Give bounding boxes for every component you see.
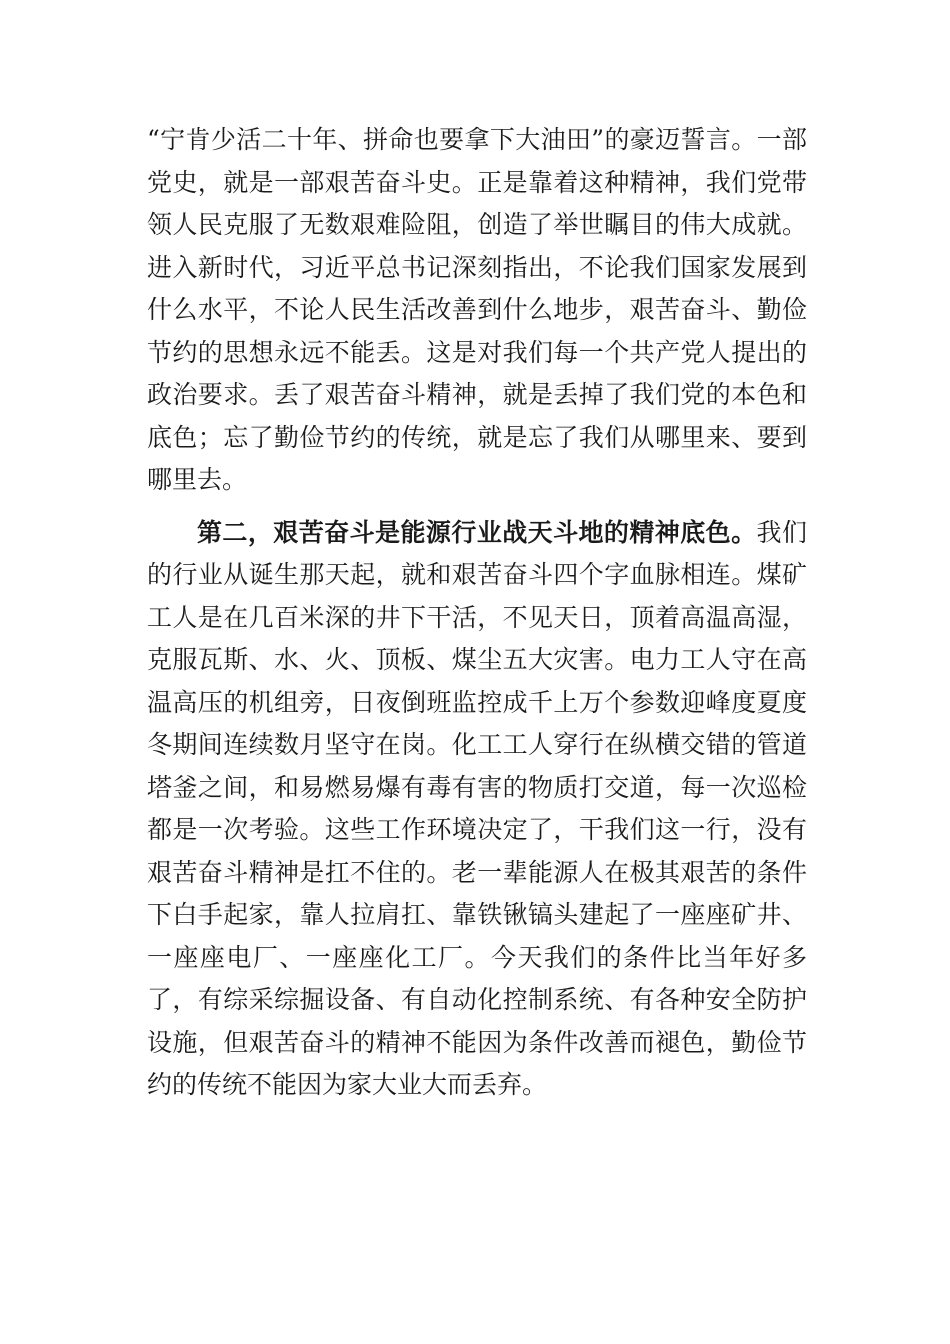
- paragraph-2: [147, 512, 807, 1107]
- paragraph-2-heading: 第二，艰苦奋斗是能源行业战天斗地的精神底色。: [197, 517, 757, 547]
- paragraph-2-body: 我们的行业从诞生那天起，就和艰苦奋斗四个字血脉相连。煤矿工人是在几百米深的井下干活，不见天日，顶着高温高湿，克服瓦斯、水、火、顶板、煤尘五大灾害。电力工人守在高温高压的机组旁，日夜倒班监控成千上万个参数迎峰度夏度冬期间连续数月坚守在岗。化工工人穿行在纵横交错的管道塔釜之间，和易燃易爆有毒有害的物质打交道，每一次巡检都是一次考验。这些工作环境决定了，干我们这一行，没有艰苦奋斗精神是扛不住的。老一辈能源人在极其艰苦的条件下白手起家，靠人拉肩扛、靠铁锹镐头建起了一座座矿井、一座座电厂、一座座化工厂。今天我们的条件比当年好多了，有综采综掘设备、有自动化控制系统、有各种安全防护设施，但艰苦奋斗的精神不能因为条件改善而褪色，勤俭节约的传统不能因为家大业大而丢弃。: [147, 517, 807, 1099]
- document-page: [147, 119, 807, 1107]
- paragraph-1: “宁肯少活二十年、拼命也要拿下大油田”的豪迈誓言。一部党史，就是一部艰苦奋斗史。正是靠着这种精神，我们党带领人民克服了无数艰难险阻，创造了举世瞩目的伟大成就。进入新时代，习近平总书记深刻指出，不论我们国家发展到什么水平，不论人民生活改善到什么地步，艰苦奋斗、勤俭节约的思想永远不能丢。这是对我们每一个共产党人提出的政治要求。丢了艰苦奋斗精神，就是丢掉了我们党的本色和底色；忘了勤俭节约的传统，就是忘了我们从哪里来、要到哪里去。: [147, 125, 807, 494]
